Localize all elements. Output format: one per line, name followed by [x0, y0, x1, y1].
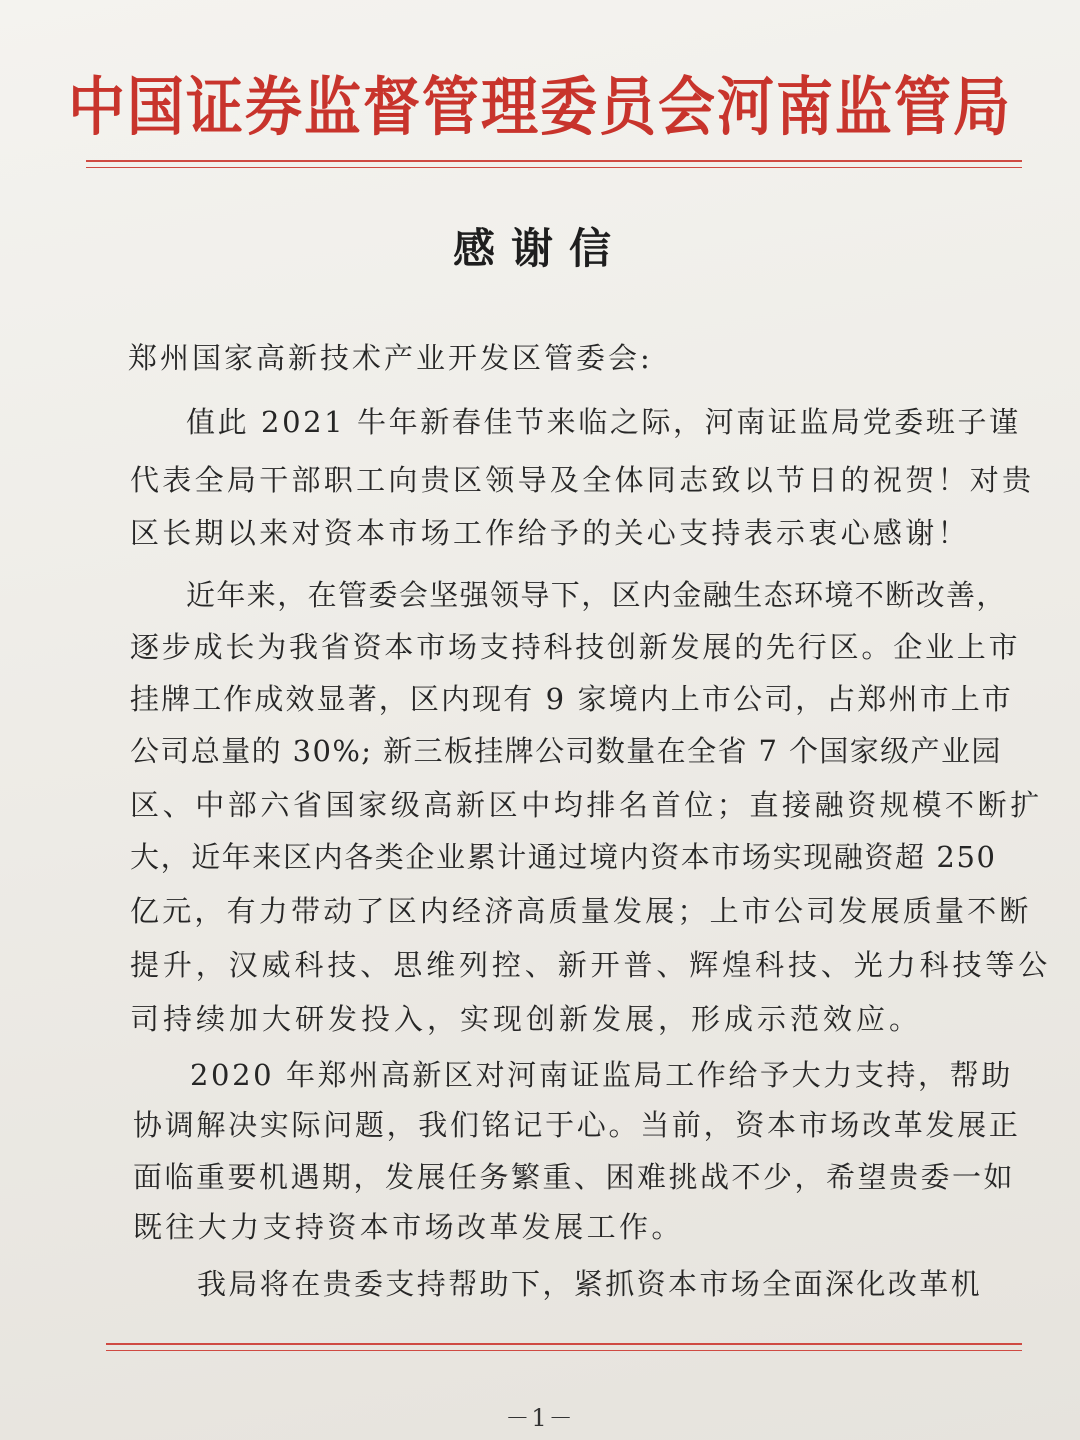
body-line: 既往大力支持资本市场改革发展工作。 — [133, 1210, 684, 1244]
body-line: 协调解决实际问题，我们铭记于心。当前，资本市场改革发展正 — [133, 1108, 1021, 1142]
body-line: 司持续加大研发投入，实现创新发展，形成示范效应。 — [130, 1002, 923, 1036]
body-line: 亿元，有力带动了区内经济高质量发展；上市公司发展质量不断 — [130, 894, 1032, 928]
body-line: 代表全局干部职工向贵区领导及全体同志致以节日的祝贺！对贵 — [130, 463, 1035, 497]
body-line: 逐步成长为我省资本市场支持科技创新发展的先行区。企业上市 — [130, 630, 1021, 664]
body-line: 挂牌工作成效显著，区内现有 9 家境内上市公司，占郑州市上市 — [130, 682, 1013, 716]
body-line: 大，近年来区内各类企业累计通过境内资本市场实现融资超 250 — [130, 840, 997, 874]
body-line: 2020 年郑州高新区对河南证监局工作给予大力支持，帮助 — [190, 1058, 1013, 1092]
letterhead-rule-lower — [86, 167, 1022, 168]
letterhead-rule-upper — [86, 160, 1022, 162]
body-line: 区长期以来对资本市场工作给予的关心支持表示衷心感谢！ — [130, 516, 970, 550]
body-line: 区、中部六省国家级高新区中均排名首位；直接融资规模不断扩 — [130, 788, 1043, 822]
body-line: 提升，汉威科技、思维列控、新开普、辉煌科技、光力科技等公 — [130, 948, 1052, 982]
page-number: －1－ — [505, 1404, 575, 1432]
body-line: 我局将在贵委支持帮助下，紧抓资本市场全面深化改革机 — [197, 1267, 983, 1301]
footer-rule-lower — [106, 1350, 1022, 1351]
body-line: 近年来，在管委会坚强领导下，区内金融生态环境不断改善， — [186, 578, 1007, 612]
body-line: 值此 2021 牛年新春佳节来临之际，河南证监局党委班子谨 — [186, 405, 1021, 439]
footer-rule-upper — [106, 1343, 1022, 1345]
salutation: 郑州国家高新技术产业开发区管委会: — [128, 341, 653, 375]
body-line: 面临重要机遇期，发展任务繁重、困难挑战不少，希望贵委一如 — [133, 1160, 1016, 1194]
letterhead-title: 中国证券监督管理委员会河南监管局 — [68, 70, 1012, 145]
body-line: 公司总量的 30%; 新三板挂牌公司数量在全省 7 个国家级产业园 — [130, 734, 1002, 768]
letter-title: 感谢信 — [452, 224, 627, 273]
